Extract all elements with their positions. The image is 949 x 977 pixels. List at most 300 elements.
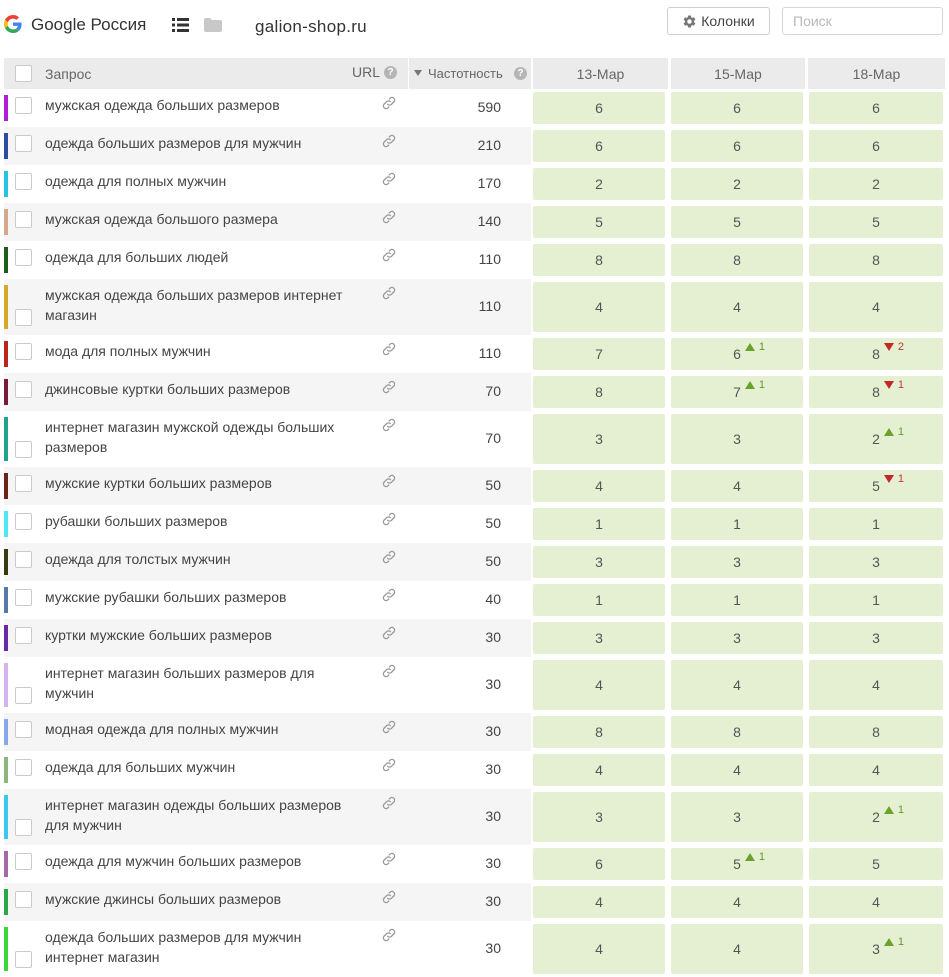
position-cell <box>809 886 943 918</box>
series-color-marker <box>4 95 8 121</box>
frequency-cell <box>408 89 531 127</box>
query-cell <box>4 845 408 883</box>
change-amount: 1 <box>758 341 766 353</box>
position-cell <box>671 546 803 578</box>
frequency-cell <box>408 883 531 921</box>
position-cell <box>533 376 665 408</box>
frequency-value: 40 <box>485 591 501 607</box>
url-link-icon[interactable] <box>381 133 397 149</box>
query-text: одежда для полных мужчин <box>45 173 227 189</box>
arrow-up-icon <box>745 381 755 389</box>
table-row <box>4 89 945 127</box>
columns-label: Колонки <box>701 13 755 29</box>
row-checkbox[interactable] <box>15 551 32 568</box>
row-checkbox[interactable] <box>15 627 32 644</box>
query-text: мужская одежда больших размеров <box>45 97 280 113</box>
position-value: 8 <box>595 384 603 400</box>
position-value: 3 <box>595 431 603 447</box>
position-cell <box>671 244 803 276</box>
row-checkbox[interactable] <box>15 687 32 704</box>
position-value: 6 <box>872 138 880 154</box>
position-cell <box>809 622 943 654</box>
header-date-2[interactable]: 15-Мар <box>671 58 805 89</box>
table-row <box>4 165 945 203</box>
position-cell <box>533 244 665 276</box>
query-text: мужская одежда большого размера <box>45 211 278 227</box>
position-value: 2 <box>872 176 880 192</box>
url-link-icon[interactable] <box>381 95 397 111</box>
position-cell <box>671 92 803 124</box>
url-link-icon[interactable] <box>381 587 397 603</box>
frequency-cell <box>408 279 531 335</box>
query-text: мужская одежда больших размеров интернет магазин <box>45 287 343 323</box>
position-change-down <box>884 379 904 391</box>
series-color-marker <box>4 851 8 877</box>
position-value: 8 <box>595 252 603 268</box>
frequency-value: 70 <box>485 383 501 399</box>
position-cell <box>533 92 665 124</box>
search-input[interactable] <box>782 7 943 35</box>
url-link-icon[interactable] <box>381 209 397 225</box>
frequency-cell <box>408 241 531 279</box>
position-value: 5 1 <box>872 473 905 494</box>
row-checkbox[interactable] <box>15 309 32 326</box>
position-cell <box>809 508 943 540</box>
frequency-cell <box>408 789 531 845</box>
site-domain: galion-shop.ru <box>255 17 367 36</box>
position-cell <box>809 754 943 786</box>
frequency-cell <box>408 619 531 657</box>
table-row <box>4 505 945 543</box>
arrow-up-icon <box>884 938 894 946</box>
position-value: 4 <box>595 762 603 778</box>
query-cell <box>4 127 408 165</box>
series-color-marker <box>4 133 8 159</box>
series-color-marker <box>4 511 8 537</box>
position-value: 4 <box>733 941 741 957</box>
table-row <box>4 411 945 467</box>
query-cell <box>4 279 408 335</box>
series-color-marker <box>4 889 8 915</box>
position-value: 5 <box>872 214 880 230</box>
position-cell <box>671 622 803 654</box>
url-link-icon[interactable] <box>381 341 397 357</box>
position-cell <box>809 792 943 842</box>
position-cell <box>671 376 803 408</box>
position-cell <box>533 848 665 880</box>
arrow-down-icon <box>884 343 894 351</box>
query-cell <box>4 505 408 543</box>
frequency-cell <box>408 581 531 619</box>
table-row <box>4 751 945 789</box>
frequency-value: 30 <box>485 761 501 777</box>
position-cell <box>533 414 665 464</box>
position-cell <box>671 414 803 464</box>
table-row <box>4 467 945 505</box>
position-cell <box>533 206 665 238</box>
position-value: 2 1 <box>872 426 905 447</box>
query-text: мужские куртки больших размеров <box>45 475 272 491</box>
header-date-1[interactable]: 13-Мар <box>533 58 668 89</box>
row-checkbox[interactable] <box>15 853 32 870</box>
frequency-value: 50 <box>485 515 501 531</box>
search-engine-label: Google Россия <box>31 15 147 34</box>
position-value: 6 <box>733 138 741 154</box>
table-row <box>4 921 945 977</box>
query-text: рубашки больших размеров <box>45 513 228 529</box>
frequency-value: 30 <box>485 808 501 824</box>
position-value: 8 1 <box>872 379 905 400</box>
position-change-up <box>745 851 765 863</box>
row-checkbox[interactable] <box>15 589 32 606</box>
position-cell <box>809 660 943 710</box>
table-row <box>4 335 945 373</box>
frequency-value: 30 <box>485 723 501 739</box>
row-checkbox[interactable] <box>15 951 32 968</box>
position-value: 2 <box>595 176 603 192</box>
query-cell <box>4 373 408 411</box>
series-color-marker <box>4 209 8 235</box>
position-cell <box>533 924 665 974</box>
series-color-marker <box>4 719 8 745</box>
row-checkbox[interactable] <box>15 381 32 398</box>
frequency-cell <box>408 657 531 713</box>
position-value: 1 <box>733 516 741 532</box>
position-value: 6 <box>595 138 603 154</box>
position-cell <box>809 376 943 408</box>
frequency-value: 30 <box>485 893 501 909</box>
list-view-icon[interactable] <box>172 18 189 32</box>
arrow-down-icon <box>884 381 894 389</box>
position-value: 3 <box>595 554 603 570</box>
series-color-marker <box>4 171 8 197</box>
position-value: 5 <box>872 856 880 872</box>
position-cell <box>533 584 665 616</box>
row-checkbox[interactable] <box>15 759 32 776</box>
frequency-value: 30 <box>485 855 501 871</box>
position-cell <box>671 584 803 616</box>
series-color-marker <box>4 417 8 461</box>
row-checkbox[interactable] <box>15 891 32 908</box>
position-value: 4 <box>595 299 603 315</box>
row-checkbox[interactable] <box>15 721 32 738</box>
url-link-icon[interactable] <box>381 663 397 679</box>
position-value: 1 <box>733 592 741 608</box>
frequency-cell <box>408 921 531 977</box>
url-help-icon[interactable]: ? <box>384 66 397 79</box>
frequency-value: 70 <box>485 430 501 446</box>
row-checkbox[interactable] <box>15 173 32 190</box>
query-cell <box>4 789 408 845</box>
query-text: интернет магазин мужской одежды больших размеров <box>45 419 335 455</box>
position-cell <box>809 168 943 200</box>
position-cell <box>533 338 665 370</box>
url-link-icon[interactable] <box>381 549 397 565</box>
query-text: одежда для мужчин больших размеров <box>45 853 302 869</box>
position-cell <box>809 546 943 578</box>
url-link-icon[interactable] <box>381 757 397 773</box>
series-color-marker <box>4 285 8 329</box>
table-row <box>4 279 945 335</box>
position-value: 8 <box>733 724 741 740</box>
frequency-value: 30 <box>485 940 501 956</box>
columns-button[interactable] <box>667 7 770 35</box>
position-value: 5 <box>733 214 741 230</box>
position-cell <box>533 508 665 540</box>
url-link-icon[interactable] <box>381 285 397 301</box>
query-text: мужские рубашки больших размеров <box>45 589 287 605</box>
position-cell <box>671 848 803 880</box>
query-cell <box>4 581 408 619</box>
position-cell <box>809 338 943 370</box>
frequency-cell <box>408 543 531 581</box>
row-checkbox[interactable] <box>15 97 32 114</box>
row-checkbox[interactable] <box>15 135 32 152</box>
query-text: мода для полных мужчин <box>45 343 211 359</box>
query-text: джинсовые куртки больших размеров <box>45 381 291 397</box>
table-row <box>4 789 945 845</box>
frequency-cell <box>408 335 531 373</box>
position-value: 1 <box>595 592 603 608</box>
position-change-up <box>745 341 765 353</box>
position-value: 1 <box>872 516 880 532</box>
query-cell <box>4 657 408 713</box>
position-change-up <box>884 426 904 438</box>
query-text: модная одежда для полных мужчин <box>45 721 279 737</box>
table-row <box>4 373 945 411</box>
change-amount: 1 <box>758 379 766 391</box>
series-color-marker <box>4 247 8 273</box>
frequency-cell <box>408 203 531 241</box>
position-value: 6 <box>595 856 603 872</box>
query-text: одежда для больших людей <box>45 249 229 265</box>
position-value: 4 <box>872 894 880 910</box>
row-checkbox[interactable] <box>15 441 32 458</box>
position-cell <box>671 470 803 502</box>
folder-icon[interactable] <box>204 18 222 32</box>
series-color-marker <box>4 927 8 971</box>
table-row <box>4 543 945 581</box>
change-amount: 1 <box>897 426 905 438</box>
url-link-icon[interactable] <box>381 247 397 263</box>
row-checkbox[interactable] <box>15 513 32 530</box>
position-cell <box>809 130 943 162</box>
series-color-marker <box>4 663 8 707</box>
url-link-icon[interactable] <box>381 719 397 735</box>
position-value: 1 <box>872 592 880 608</box>
table-row <box>4 619 945 657</box>
url-link-icon[interactable] <box>381 511 397 527</box>
position-cell <box>671 508 803 540</box>
position-cell <box>809 206 943 238</box>
query-cell <box>4 165 408 203</box>
query-cell <box>4 241 408 279</box>
row-checkbox[interactable] <box>15 475 32 492</box>
frequency-value: 30 <box>485 676 501 692</box>
query-text: интернет магазин больших размеров для мужчин <box>45 665 315 701</box>
position-value: 3 <box>595 809 603 825</box>
position-value: 4 <box>733 299 741 315</box>
url-link-icon[interactable] <box>381 417 397 433</box>
query-cell <box>4 203 408 241</box>
frequency-value: 110 <box>478 251 501 267</box>
position-value: 6 <box>872 100 880 116</box>
position-value: 4 <box>733 677 741 693</box>
frequency-value: 50 <box>485 553 501 569</box>
position-value: 4 <box>733 894 741 910</box>
position-cell <box>671 716 803 748</box>
header-frequency-label: Частотность <box>428 66 503 81</box>
position-value: 2 <box>733 176 741 192</box>
position-cell <box>809 414 943 464</box>
position-change-up <box>745 379 765 391</box>
position-cell <box>809 282 943 332</box>
position-value: 3 <box>733 554 741 570</box>
position-change-down <box>884 473 904 485</box>
url-link-icon[interactable] <box>381 795 397 811</box>
position-cell <box>671 338 803 370</box>
url-link-icon[interactable] <box>381 379 397 395</box>
frequency-cell <box>408 127 531 165</box>
url-link-icon[interactable] <box>381 625 397 641</box>
frequency-value: 110 <box>478 298 501 314</box>
position-value: 4 <box>733 478 741 494</box>
position-value: 3 <box>872 630 880 646</box>
position-change-up <box>884 804 904 816</box>
position-cell <box>809 244 943 276</box>
position-value: 6 <box>595 100 603 116</box>
position-cell <box>671 754 803 786</box>
change-amount: 2 <box>897 341 905 353</box>
position-value: 8 2 <box>872 341 905 362</box>
position-cell <box>671 206 803 238</box>
position-value: 1 <box>595 516 603 532</box>
header-query-cell <box>4 58 408 89</box>
position-value: 4 <box>595 894 603 910</box>
position-change-up <box>884 936 904 948</box>
frequency-value: 30 <box>485 629 501 645</box>
arrow-up-icon <box>745 853 755 861</box>
position-value: 4 <box>733 762 741 778</box>
table-row <box>4 713 945 751</box>
position-value: 6 <box>733 100 741 116</box>
frequency-value: 210 <box>477 137 501 153</box>
url-link-icon[interactable] <box>381 851 397 867</box>
row-checkbox[interactable] <box>15 343 32 360</box>
position-value: 3 <box>733 809 741 825</box>
arrow-up-icon <box>745 343 755 351</box>
position-value: 3 1 <box>872 936 905 957</box>
series-color-marker <box>4 549 8 575</box>
query-text: куртки мужские больших размеров <box>45 627 272 643</box>
position-cell <box>671 282 803 332</box>
query-cell <box>4 921 408 977</box>
sort-desc-icon <box>414 70 422 76</box>
header-query-label[interactable]: Запрос <box>45 66 92 82</box>
position-value: 6 1 <box>733 341 766 362</box>
frequency-cell <box>408 751 531 789</box>
position-cell <box>809 92 943 124</box>
frequency-value: 110 <box>478 345 501 361</box>
table-row <box>4 203 945 241</box>
position-cell <box>533 282 665 332</box>
position-cell <box>671 130 803 162</box>
frequency-help-icon[interactable]: ? <box>514 67 527 80</box>
header-date-3[interactable]: 18-Мар <box>808 58 945 89</box>
url-link-icon[interactable] <box>381 927 397 943</box>
change-amount: 1 <box>897 473 905 485</box>
row-checkbox[interactable] <box>15 211 32 228</box>
position-value: 3 <box>595 630 603 646</box>
query-text: одежда для толстых мужчин <box>45 551 231 567</box>
position-cell <box>809 470 943 502</box>
series-color-marker <box>4 587 8 613</box>
query-text: одежда больших размеров для мужчин интернет магазин <box>45 929 302 965</box>
query-text: одежда больших размеров для мужчин <box>45 135 302 151</box>
position-cell <box>671 924 803 974</box>
position-change-down <box>884 341 904 353</box>
change-amount: 1 <box>897 936 905 948</box>
header-frequency-cell[interactable] <box>409 58 531 89</box>
position-value: 4 <box>872 299 880 315</box>
query-text: интернет магазин одежды больших размеров для мужчин <box>45 797 342 833</box>
url-link-icon[interactable] <box>381 889 397 905</box>
query-cell <box>4 713 408 751</box>
position-cell <box>671 168 803 200</box>
frequency-cell <box>408 373 531 411</box>
position-cell <box>533 792 665 842</box>
table-row <box>4 657 945 713</box>
select-all-checkbox[interactable] <box>15 65 32 82</box>
query-cell <box>4 467 408 505</box>
position-cell <box>533 168 665 200</box>
position-cell <box>809 848 943 880</box>
url-link-icon[interactable] <box>381 473 397 489</box>
query-cell <box>4 411 408 467</box>
query-cell <box>4 751 408 789</box>
url-link-icon[interactable] <box>381 171 397 187</box>
position-cell <box>809 716 943 748</box>
table-row <box>4 127 945 165</box>
position-cell <box>671 792 803 842</box>
position-cell <box>533 546 665 578</box>
query-cell <box>4 619 408 657</box>
row-checkbox[interactable] <box>15 249 32 266</box>
position-value: 8 <box>872 252 880 268</box>
change-amount: 1 <box>758 851 766 863</box>
position-cell <box>533 470 665 502</box>
table-header <box>4 58 945 89</box>
query-text: одежда для больших мужчин <box>45 759 236 775</box>
position-cell <box>533 130 665 162</box>
position-cell <box>533 622 665 654</box>
query-cell <box>4 335 408 373</box>
position-cell <box>533 660 665 710</box>
arrow-up-icon <box>884 806 894 814</box>
position-value: 7 <box>595 346 603 362</box>
frequency-cell <box>408 505 531 543</box>
position-value: 4 <box>595 941 603 957</box>
position-cell <box>809 584 943 616</box>
position-value: 5 <box>595 214 603 230</box>
frequency-value: 140 <box>477 213 501 229</box>
row-checkbox[interactable] <box>15 819 32 836</box>
frequency-value: 50 <box>485 477 501 493</box>
gear-icon <box>682 14 697 29</box>
frequency-value: 590 <box>477 99 501 115</box>
query-cell <box>4 89 408 127</box>
google-logo-icon <box>4 15 22 33</box>
